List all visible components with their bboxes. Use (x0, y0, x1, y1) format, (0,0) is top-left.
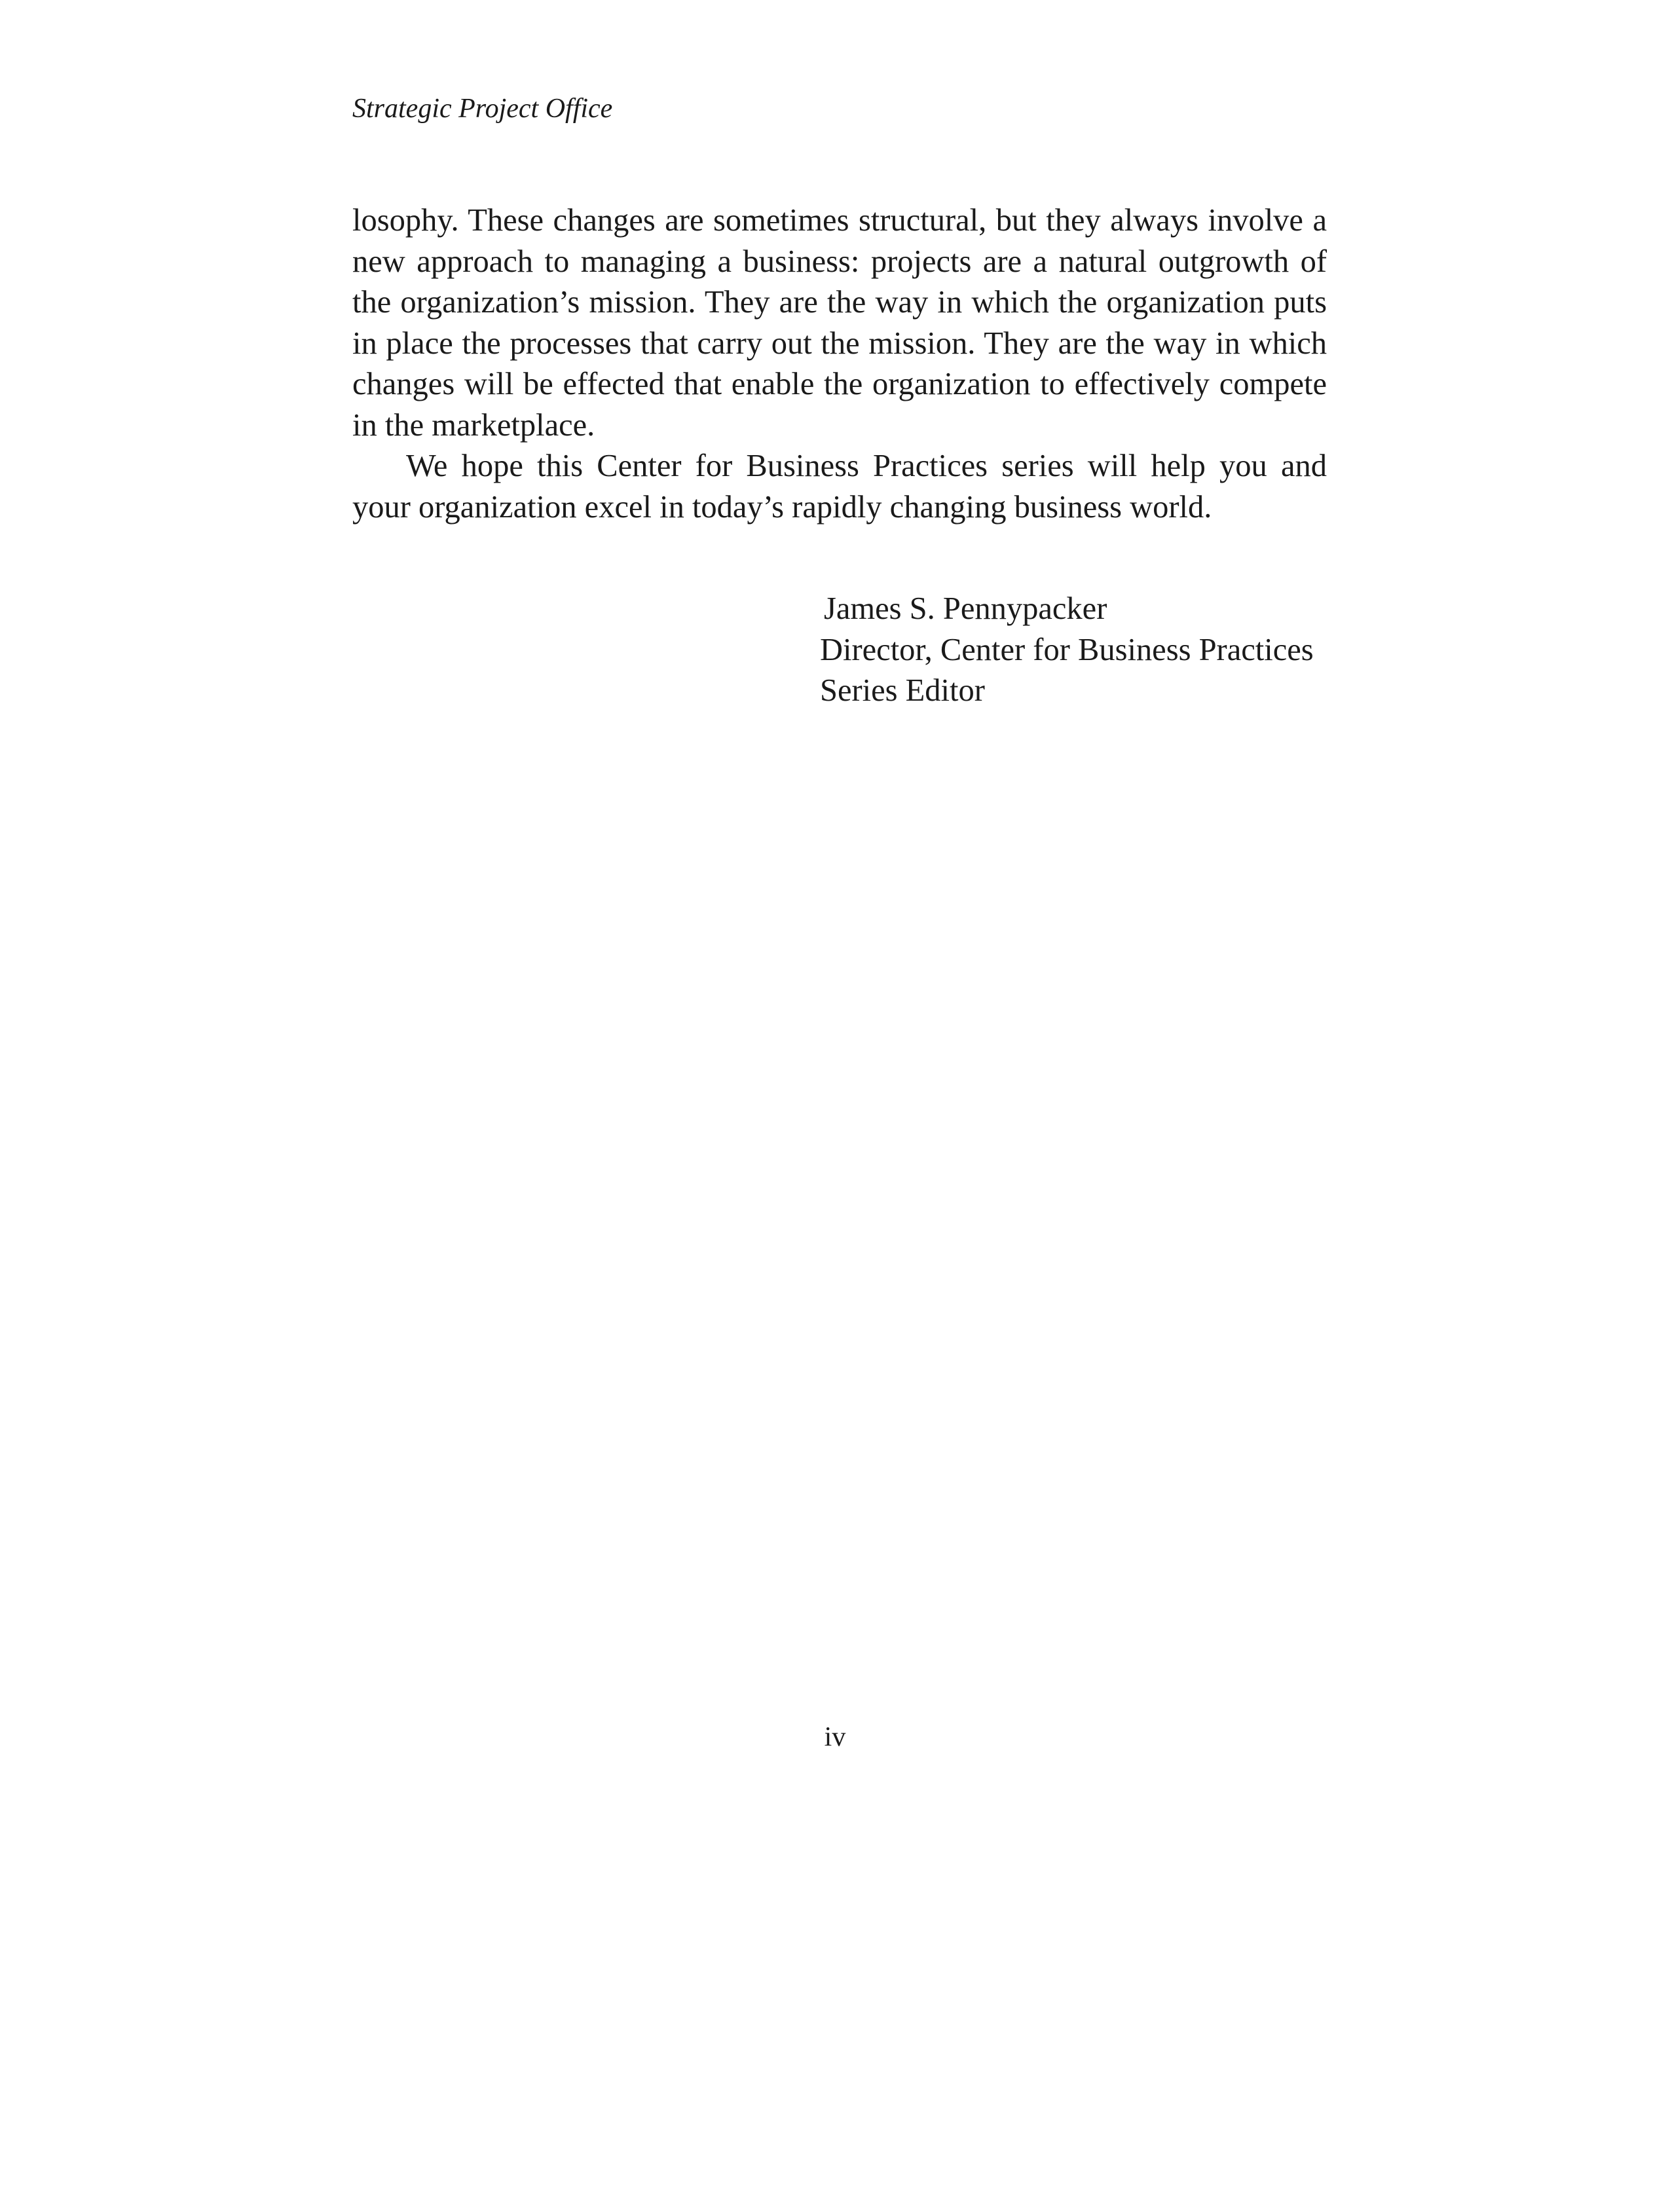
signature-name: James S. Pennypacker (824, 591, 1107, 626)
page-number: iv (824, 1722, 846, 1752)
signature-title: Director, Center for Business Practices (820, 632, 1314, 667)
body-text (352, 200, 1327, 528)
signature-role: Series Editor (820, 673, 985, 708)
paragraph-continued: losophy. These changes are sometimes structural, but they always involve a new approach to managing a business: projects are a natural outgrowth of the organization’s mission. They are the way in which the organization puts in place the processes that carry out the mission. They are the way in which changes will be effected that enable the organization to effectively compete in the marketplace. (352, 203, 1327, 443)
signature-block (820, 589, 1314, 712)
paragraph-closing: We hope this Center for Business Practices series will help you and your organization excel in today’s rapidly changing business world. (352, 449, 1327, 525)
running-head: Strategic Project Office (352, 94, 613, 124)
